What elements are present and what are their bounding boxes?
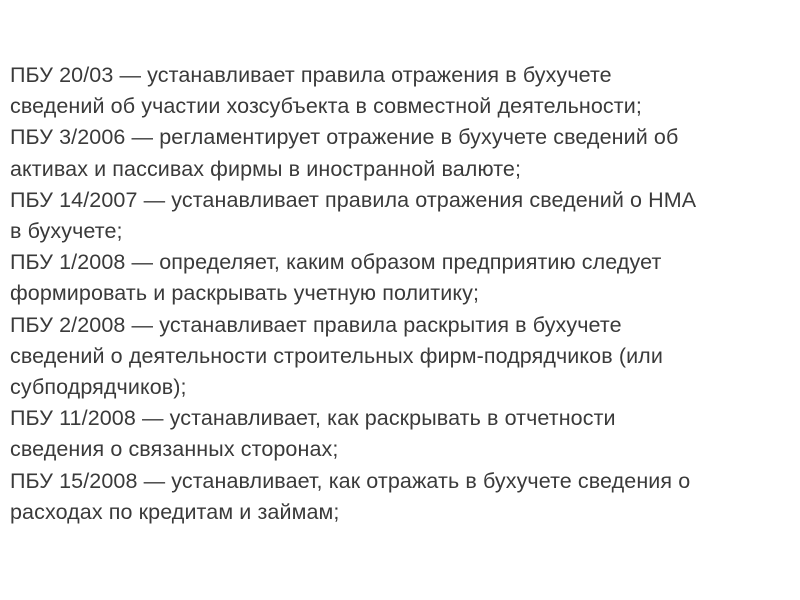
text-line: формировать и раскрывать учетную политику;	[10, 281, 480, 306]
text-line: ПБУ 11/2008 — устанавливает, как раскрывать в отчетности	[10, 406, 616, 431]
pbu-list	[10, 60, 780, 528]
text-line: сведений о деятельности строительных фирм-подрядчиков (или	[10, 343, 663, 368]
text-line: сведений об участии хозсубъекта в совместной деятельности;	[10, 94, 642, 119]
text-line: расходах по кредитам и займам;	[10, 499, 340, 524]
text-line: ПБУ 3/2006 — регламентирует отражение в бухучете сведений об	[10, 125, 679, 150]
text-line: в бухучете;	[10, 219, 123, 244]
text-line: ПБУ 2/2008 — устанавливает правила раскрытия в бухучете	[10, 312, 622, 337]
text-line: ПБУ 15/2008 — устанавливает, как отражать в бухучете сведения о	[10, 468, 691, 493]
text-line: активах и пассивах фирмы в иностранной валюте;	[10, 156, 522, 181]
text-line: ПБУ 20/03 — устанавливает правила отражения в бухучете	[10, 63, 612, 87]
text-line: субподрядчиков);	[10, 375, 187, 400]
text-line: ПБУ 1/2008 — определяет, каким образом предприятию следует	[10, 250, 662, 275]
text-line: сведения о связанных сторонах;	[10, 437, 339, 462]
text-line: ПБУ 14/2007 — устанавливает правила отражения сведений о НМА	[10, 187, 697, 212]
